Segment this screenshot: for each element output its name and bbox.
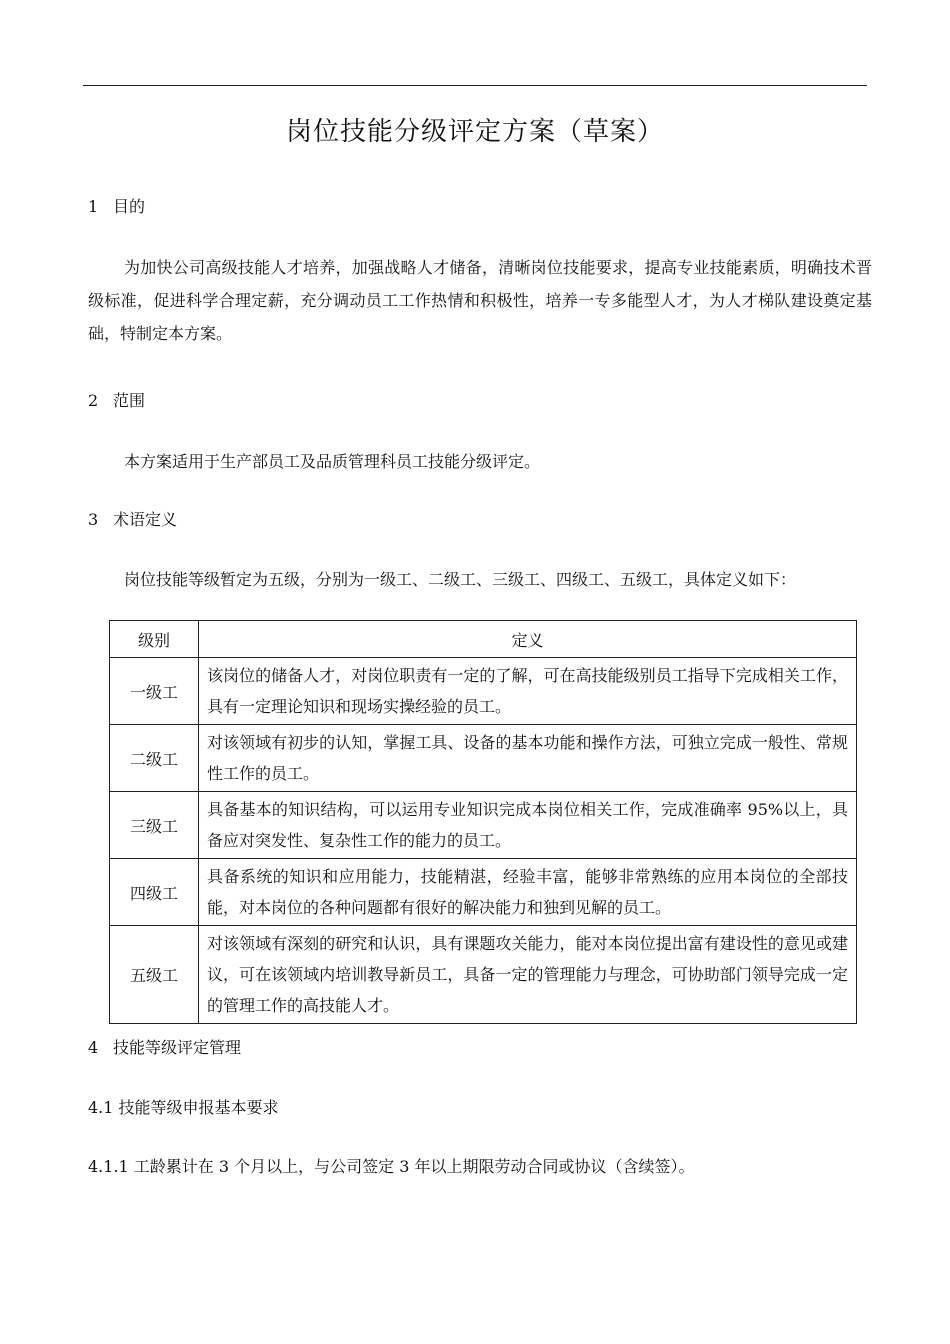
definition-cell: 对该领域有深刻的研究和认识，具有课题攻关能力，能对本岗位提出富有建设性的意见或建议，可在该领域内培训教导新员工，具备一定的管理能力与理念，可协助部门领导完成一定的管理工作的高技能人才。: [199, 926, 857, 1024]
section-title: 目的: [113, 197, 146, 216]
section-heading-terms: [88, 508, 177, 532]
subsection-heading-4-1: 4.1 技能等级申报基本要求: [88, 1098, 279, 1117]
item-4-1-1: 4.1.1 工龄累计在 3 个月以上，与公司签定 3 年以上期限劳动合同或协议（含续签）。: [88, 1157, 695, 1176]
section-number: 4: [88, 1038, 99, 1057]
table-row: [110, 926, 857, 1024]
header-rule: [83, 85, 867, 86]
definition-cell: 该岗位的储备人才，对岗位职责有一定的了解，可在高技能级别员工指导下完成相关工作，具有一定理论知识和现场实操经验的员工。: [199, 658, 857, 725]
scope-paragraph: 本方案适用于生产部员工及品质管理科员工技能分级评定。: [124, 452, 541, 471]
section-number: 2: [88, 391, 99, 410]
definition-cell: 具备基本的知识结构，可以运用专业知识完成本岗位相关工作，完成准确率 95%以上，具备应对突发性、复杂性工作的能力的员工。: [199, 792, 857, 859]
table-row: [110, 658, 857, 725]
section-heading-management: [88, 1036, 241, 1060]
table-row: [110, 725, 857, 792]
skill-level-table: [109, 620, 857, 1024]
document-title: 岗位技能分级评定方案（草案）: [285, 117, 664, 147]
level-cell: 一级工: [110, 658, 199, 725]
section-heading-purpose: [88, 195, 145, 219]
section-title: 技能等级评定管理: [113, 1038, 242, 1057]
definition-cell: 具备系统的知识和应用能力，技能精湛，经验丰富，能够非常熟练的应用本岗位的全部技能，对本岗位的各种问题都有很好的解决能力和独到见解的员工。: [199, 859, 857, 926]
table-row: [110, 859, 857, 926]
level-cell: 四级工: [110, 859, 199, 926]
section-number: 1: [88, 197, 99, 216]
level-cell: 五级工: [110, 926, 199, 1024]
terms-intro-paragraph: 岗位技能等级暂定为五级，分别为一级工、二级工、三级工、四级工、五级工，具体定义如下：: [124, 570, 797, 589]
section-title: 术语定义: [113, 510, 178, 529]
column-header-level: 级别: [110, 621, 199, 658]
level-cell: 二级工: [110, 725, 199, 792]
table-row: [110, 792, 857, 859]
section-number: 3: [88, 510, 99, 529]
level-cell: 三级工: [110, 792, 199, 859]
column-header-definition: 定义: [199, 621, 857, 658]
table-header-row: [110, 621, 857, 658]
section-title: 范围: [113, 391, 146, 410]
definition-cell: 对该领域有初步的认知，掌握工具、设备的基本功能和操作方法，可独立完成一般性、常规性工作的员工。: [199, 725, 857, 792]
purpose-paragraph: 为加快公司高级技能人才培养，加强战略人才储备，清晰岗位技能要求，提高专业技能素质，明确技术晋级标准，促进科学合理定薪，充分调动员工工作热情和积极性，培养一专多能型人才，为人才梯队建设奠定基础，特制定本方案。: [88, 258, 872, 343]
section-heading-scope: [88, 389, 145, 413]
